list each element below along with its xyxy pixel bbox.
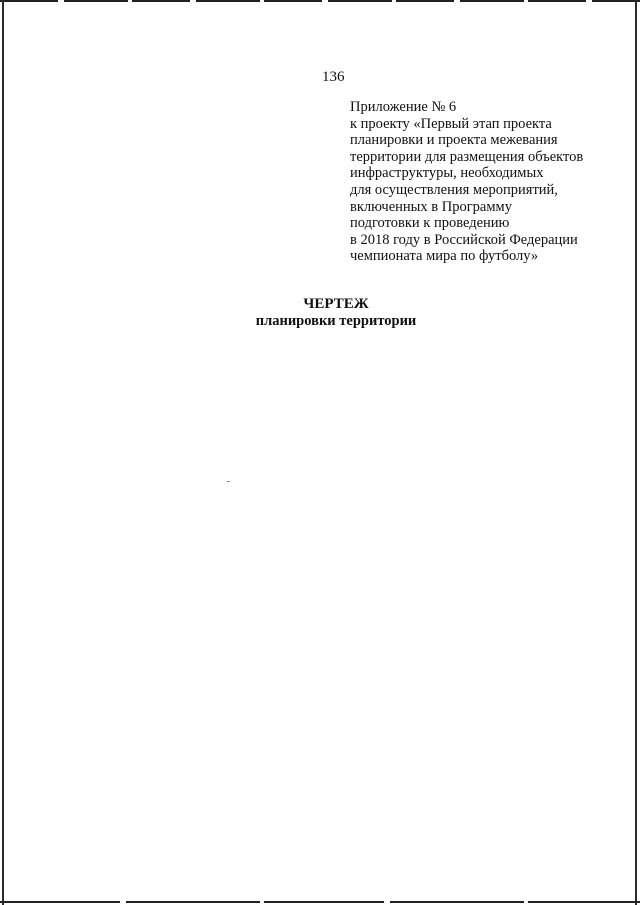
- appendix-note: [350, 99, 583, 265]
- appendix-line: для осуществления мероприятий,: [350, 181, 558, 198]
- drawing-subtitle: планировки территории: [255, 313, 417, 329]
- appendix-line: планировки и проекта межевания: [350, 132, 558, 149]
- appendix-line: подготовки к проведению: [350, 215, 510, 232]
- scan-edge-right: [635, 0, 637, 905]
- scan-speck: [227, 481, 230, 482]
- appendix-line: инфраструктуры, необходимых: [350, 165, 544, 182]
- scan-edge-left: [2, 0, 4, 905]
- scan-edge-bottom: [0, 901, 640, 903]
- page-number: 136: [322, 69, 345, 85]
- appendix-line: чемпионата мира по футболу»: [350, 248, 539, 265]
- appendix-line: в 2018 году в Российской Федерации: [350, 231, 578, 248]
- appendix-line: Приложение № 6: [350, 99, 457, 115]
- scan-edge-top: [0, 0, 640, 2]
- appendix-line: включенных в Программу: [350, 198, 512, 215]
- appendix-line: территории для размещения объектов: [350, 148, 584, 165]
- appendix-line: к проекту «Первый этап проекта: [350, 115, 552, 132]
- drawing-title: ЧЕРТЕЖ: [303, 296, 369, 312]
